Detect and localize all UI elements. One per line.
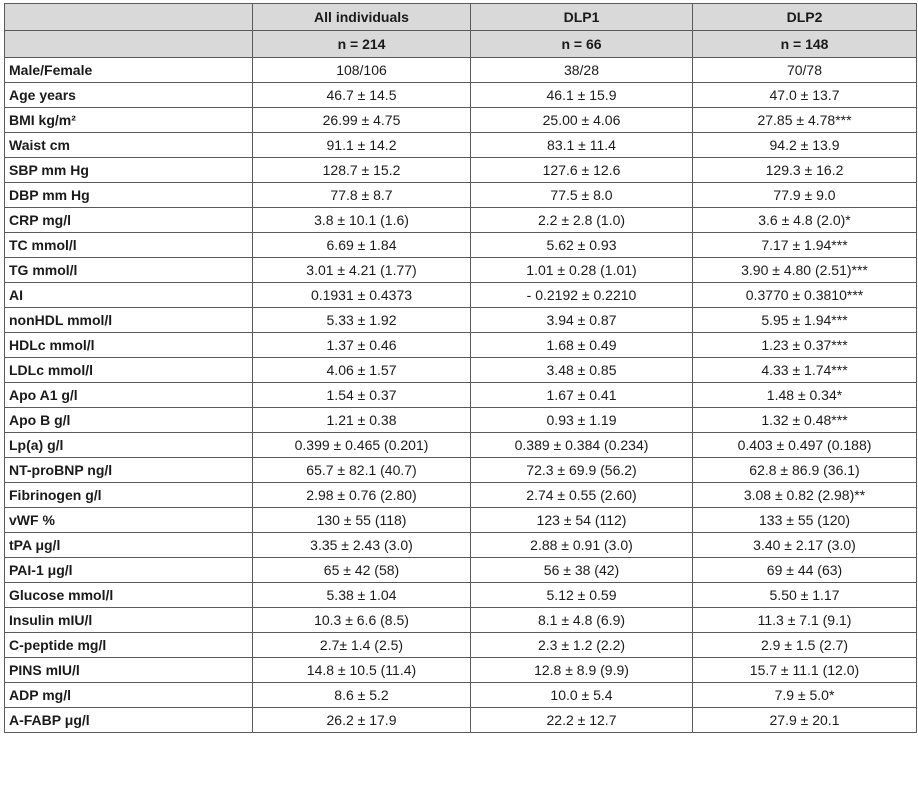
sample-size-dlp1: n = 66 [471,31,693,58]
value-dlp2: 7.17 ± 1.94*** [693,233,917,258]
value-dlp1: 1.01 ± 0.28 (1.01) [471,258,693,283]
value-all-individuals: 65 ± 42 (58) [253,558,471,583]
value-dlp2: 0.3770 ± 0.3810*** [693,283,917,308]
row-label: HDLc mmol/l [5,333,253,358]
value-dlp2: 77.9 ± 9.0 [693,183,917,208]
value-dlp1: 123 ± 54 (112) [471,508,693,533]
table-row [5,433,917,458]
table-row [5,233,917,258]
table-row [5,283,917,308]
value-all-individuals: 5.38 ± 1.04 [253,583,471,608]
value-dlp2: 15.7 ± 11.1 (12.0) [693,658,917,683]
value-dlp2: 3.90 ± 4.80 (2.51)*** [693,258,917,283]
sample-size-row [5,31,917,58]
sample-size-all: n = 214 [253,31,471,58]
table-row [5,383,917,408]
value-dlp2: 27.9 ± 20.1 [693,708,917,733]
value-dlp2: 5.50 ± 1.17 [693,583,917,608]
row-label: DBP mm Hg [5,183,253,208]
table-row [5,608,917,633]
row-label: Insulin mIU/l [5,608,253,633]
value-dlp1: 2.88 ± 0.91 (3.0) [471,533,693,558]
row-label: ADP mg/l [5,683,253,708]
row-label: Lp(a) g/l [5,433,253,458]
value-all-individuals: 1.54 ± 0.37 [253,383,471,408]
value-all-individuals: 26.2 ± 17.9 [253,708,471,733]
value-dlp1: 3.48 ± 0.85 [471,358,693,383]
value-all-individuals: 3.35 ± 2.43 (3.0) [253,533,471,558]
value-all-individuals: 4.06 ± 1.57 [253,358,471,383]
table-row [5,633,917,658]
row-label: AI [5,283,253,308]
row-label: Male/Female [5,58,253,83]
value-all-individuals: 91.1 ± 14.2 [253,133,471,158]
table-row [5,483,917,508]
column-header-row [5,4,917,31]
table-row [5,558,917,583]
value-dlp1: 46.1 ± 15.9 [471,83,693,108]
value-all-individuals: 1.37 ± 0.46 [253,333,471,358]
table-row [5,658,917,683]
value-dlp2: 3.6 ± 4.8 (2.0)* [693,208,917,233]
row-label: LDLc mmol/l [5,358,253,383]
value-dlp2: 70/78 [693,58,917,83]
value-dlp2: 133 ± 55 (120) [693,508,917,533]
table-row [5,208,917,233]
value-dlp2: 69 ± 44 (63) [693,558,917,583]
row-label: nonHDL mmol/l [5,308,253,333]
value-dlp2: 2.9 ± 1.5 (2.7) [693,633,917,658]
value-dlp1: 10.0 ± 5.4 [471,683,693,708]
value-dlp1: 8.1 ± 4.8 (6.9) [471,608,693,633]
row-label: Age years [5,83,253,108]
table-row [5,333,917,358]
value-dlp1: 2.74 ± 0.55 (2.60) [471,483,693,508]
value-dlp1: 5.62 ± 0.93 [471,233,693,258]
value-all-individuals: 3.01 ± 4.21 (1.77) [253,258,471,283]
table-row [5,308,917,333]
value-all-individuals: 108/106 [253,58,471,83]
value-all-individuals: 14.8 ± 10.5 (11.4) [253,658,471,683]
value-dlp1: 0.389 ± 0.384 (0.234) [471,433,693,458]
value-all-individuals: 0.399 ± 0.465 (0.201) [253,433,471,458]
value-all-individuals: 5.33 ± 1.92 [253,308,471,333]
value-all-individuals: 8.6 ± 5.2 [253,683,471,708]
row-label: vWF % [5,508,253,533]
table-body [5,58,917,733]
row-label: tPA μg/l [5,533,253,558]
table-row [5,683,917,708]
table-row [5,458,917,483]
characteristics-table [4,3,917,733]
row-label: TC mmol/l [5,233,253,258]
value-all-individuals: 6.69 ± 1.84 [253,233,471,258]
table-row [5,83,917,108]
row-label: TG mmol/l [5,258,253,283]
corner-cell-n [5,31,253,58]
table-row [5,133,917,158]
value-dlp2: 3.40 ± 2.17 (3.0) [693,533,917,558]
column-header-dlp1: DLP1 [471,4,693,31]
value-dlp1: 25.00 ± 4.06 [471,108,693,133]
row-label: PAI-1 μg/l [5,558,253,583]
value-dlp1: - 0.2192 ± 0.2210 [471,283,693,308]
table-row [5,108,917,133]
value-dlp1: 72.3 ± 69.9 (56.2) [471,458,693,483]
value-dlp2: 129.3 ± 16.2 [693,158,917,183]
value-all-individuals: 2.98 ± 0.76 (2.80) [253,483,471,508]
value-all-individuals: 46.7 ± 14.5 [253,83,471,108]
value-all-individuals: 26.99 ± 4.75 [253,108,471,133]
value-all-individuals: 65.7 ± 82.1 (40.7) [253,458,471,483]
value-all-individuals: 3.8 ± 10.1 (1.6) [253,208,471,233]
value-dlp1: 77.5 ± 8.0 [471,183,693,208]
value-dlp2: 1.23 ± 0.37*** [693,333,917,358]
value-dlp1: 5.12 ± 0.59 [471,583,693,608]
table-row [5,183,917,208]
value-dlp2: 3.08 ± 0.82 (2.98)** [693,483,917,508]
value-dlp1: 22.2 ± 12.7 [471,708,693,733]
value-dlp2: 94.2 ± 13.9 [693,133,917,158]
table-header [5,4,917,58]
value-dlp2: 62.8 ± 86.9 (36.1) [693,458,917,483]
row-label: Fibrinogen g/l [5,483,253,508]
column-header-dlp2: DLP2 [693,4,917,31]
row-label: Apo A1 g/l [5,383,253,408]
value-dlp2: 1.48 ± 0.34* [693,383,917,408]
table-row [5,508,917,533]
value-all-individuals: 1.21 ± 0.38 [253,408,471,433]
value-dlp1: 38/28 [471,58,693,83]
row-label: BMI kg/m² [5,108,253,133]
value-dlp1: 1.67 ± 0.41 [471,383,693,408]
value-dlp1: 2.3 ± 1.2 (2.2) [471,633,693,658]
value-all-individuals: 77.8 ± 8.7 [253,183,471,208]
value-dlp1: 3.94 ± 0.87 [471,308,693,333]
value-dlp1: 2.2 ± 2.8 (1.0) [471,208,693,233]
corner-cell [5,4,253,31]
table-row [5,358,917,383]
table-row [5,58,917,83]
row-label: Apo B g/l [5,408,253,433]
value-dlp2: 47.0 ± 13.7 [693,83,917,108]
value-dlp1: 0.93 ± 1.19 [471,408,693,433]
row-label: C-peptide mg/l [5,633,253,658]
row-label: PINS mIU/l [5,658,253,683]
table-row [5,158,917,183]
value-dlp2: 5.95 ± 1.94*** [693,308,917,333]
value-dlp1: 56 ± 38 (42) [471,558,693,583]
value-dlp2: 11.3 ± 7.1 (9.1) [693,608,917,633]
row-label: CRP mg/l [5,208,253,233]
value-all-individuals: 130 ± 55 (118) [253,508,471,533]
value-dlp1: 83.1 ± 11.4 [471,133,693,158]
table-row [5,708,917,733]
row-label: NT-proBNP ng/l [5,458,253,483]
value-dlp1: 12.8 ± 8.9 (9.9) [471,658,693,683]
value-all-individuals: 128.7 ± 15.2 [253,158,471,183]
value-dlp2: 4.33 ± 1.74*** [693,358,917,383]
value-dlp2: 0.403 ± 0.497 (0.188) [693,433,917,458]
row-label: A-FABP μg/l [5,708,253,733]
table-row [5,258,917,283]
row-label: Waist cm [5,133,253,158]
sample-size-dlp2: n = 148 [693,31,917,58]
row-label: Glucose mmol/l [5,583,253,608]
table-row [5,408,917,433]
value-dlp2: 7.9 ± 5.0* [693,683,917,708]
value-dlp2: 1.32 ± 0.48*** [693,408,917,433]
value-dlp1: 1.68 ± 0.49 [471,333,693,358]
value-all-individuals: 10.3 ± 6.6 (8.5) [253,608,471,633]
table-row [5,533,917,558]
row-label: SBP mm Hg [5,158,253,183]
value-all-individuals: 0.1931 ± 0.4373 [253,283,471,308]
value-all-individuals: 2.7± 1.4 (2.5) [253,633,471,658]
column-header-all-individuals: All individuals [253,4,471,31]
value-dlp2: 27.85 ± 4.78*** [693,108,917,133]
table-row [5,583,917,608]
value-dlp1: 127.6 ± 12.6 [471,158,693,183]
